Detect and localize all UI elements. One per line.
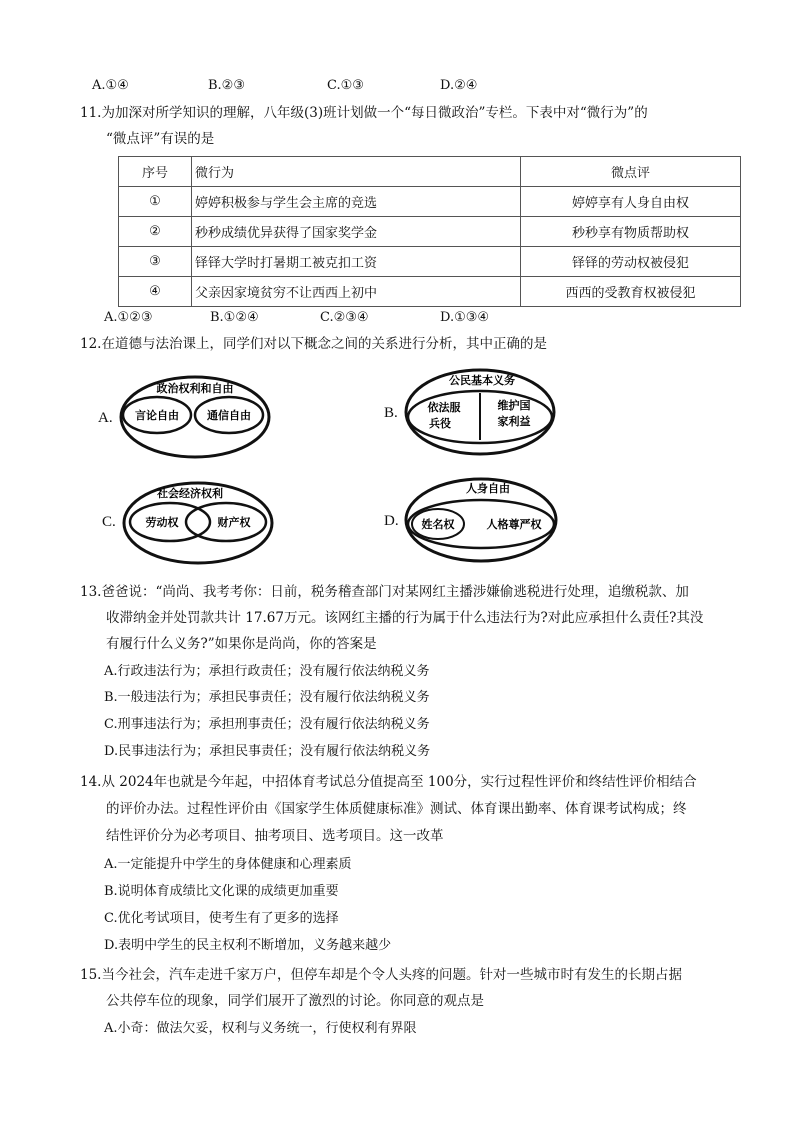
q14-stem-line2: 的评价办法。过程性评价由《国家学生体质健康标准》测试、体育课出勤率、体育课考试构成；终 [106, 801, 687, 817]
q11-stem-line2: “微点评”有误的是 [106, 131, 215, 147]
diagram-c [118, 478, 278, 568]
table-row [119, 187, 741, 217]
q14-option-b: B.说明体育成绩比文化课的成绩更加重要 [104, 884, 339, 899]
diagram-d [400, 474, 562, 566]
table-cell: 婷婷享有人身自由权 [521, 187, 741, 217]
q15-option-a: A.小奇：做法欠妥，权利与义务统一，行使权利有界限 [104, 1021, 417, 1036]
diagram-c-letter: C. [102, 514, 116, 530]
diagram-d-inner-label-1: 姓名权 [421, 518, 455, 531]
q14-stem-line1: 14.从 2024年也就是今年起，中招体育考试总分值提高至 100分，实行过程性评价和终结性评价相结合 [80, 774, 697, 790]
q15-stem-line1: 15.当今社会，汽车走进千家万户，但停车却是个令人头疼的问题。针对一些城市时有发生的长期占据 [80, 967, 682, 983]
q10-option-b: B.②③ [208, 78, 245, 93]
diagram-b-inner-label-1a: 依法服 [427, 401, 461, 414]
table-row [119, 277, 741, 307]
q11-option-b: B.①②④ [210, 310, 259, 325]
q11-option-c: C.②③④ [320, 310, 369, 325]
q13-stem-line2: 收滞纳金并处罚款共计 17.67万元。该网红主播的行为属于什么违法行为?对此应承担什么责任?其没 [106, 610, 704, 626]
q10-option-c: C.①③ [327, 78, 364, 93]
q11-option-a: A.①②③ [104, 310, 153, 325]
table-row [119, 247, 741, 277]
diagram-a-inner-label-2: 通信自由 [207, 409, 251, 422]
table-cell: 铎铎的劳动权被侵犯 [521, 247, 741, 277]
diagram-c-inner-label-2: 财产权 [217, 516, 251, 529]
diagram-d-outer-label: 人身自由 [466, 482, 510, 495]
q14-option-c: C.优化考试项目，使考生有了更多的选择 [104, 911, 339, 926]
diagram-a-outer-label: 政治权利和自由 [156, 382, 234, 395]
q10-option-a: A.①④ [92, 78, 129, 93]
table-header-cell: 微点评 [521, 157, 741, 187]
q11-table [118, 156, 741, 307]
diagram-c-outer-label: 社会经济权利 [157, 487, 223, 500]
table-cell: 秒秒享有物质帮助权 [521, 217, 741, 247]
q13-stem-line1: 13.爸爸说：“尚尚、我考考你：日前，税务稽查部门对某网红主播涉嫌偷逃税进行处理，追缴税款、加 [80, 584, 689, 600]
table-cell: 西西的受教育权被侵犯 [521, 277, 741, 307]
table-cell: ③ [119, 247, 192, 277]
q11-option-d: D.①③④ [440, 310, 490, 325]
table-row [119, 217, 741, 247]
diagram-b-inner-label-2b: 家利益 [497, 415, 531, 428]
q10-option-d: D.②④ [440, 78, 478, 93]
diagram-b-outer-label: 公民基本义务 [449, 374, 515, 387]
table-header-row [119, 157, 741, 187]
diagram-a-inner-label-1: 言论自由 [135, 409, 179, 422]
diagram-d-letter: D. [384, 513, 399, 529]
table-cell: 父亲因家境贫穷不让西西上初中 [192, 277, 521, 307]
q13-stem-line3: 有履行什么义务?”如果你是尚尚，你的答案是 [106, 636, 377, 652]
diagram-a [115, 372, 275, 462]
diagram-b-inner-label-1b: 兵役 [429, 417, 451, 430]
table-cell: ④ [119, 277, 192, 307]
diagram-b [400, 365, 560, 460]
q13-option-c: C.刑事违法行为；承担刑事责任；没有履行依法纳税义务 [104, 717, 430, 732]
diagram-d-inner-label-2: 人格尊严权 [486, 518, 542, 531]
table-cell: 秒秒成绩优异获得了国家奖学金 [192, 217, 521, 247]
table-cell: ① [119, 187, 192, 217]
q14-option-a: A.一定能提升中学生的身体健康和心理素质 [104, 857, 352, 872]
q14-option-d: D.表明中学生的民主权利不断增加，义务越来越少 [104, 938, 392, 953]
q14-stem-line3: 结性评价分为必考项目、抽考项目、选考项目。这一改革 [106, 828, 444, 844]
table-cell: 铎铎大学时打暑期工被克扣工资 [192, 247, 521, 277]
diagram-c-inner-label-1: 劳动权 [145, 516, 179, 529]
q13-option-a: A.行政违法行为；承担行政责任；没有履行依法纳税义务 [104, 664, 430, 679]
q12-stem-line1: 12.在道德与法治课上，同学们对以下概念之间的关系进行分析，其中正确的是 [80, 336, 547, 352]
diagram-b-letter: B. [384, 405, 398, 421]
diagram-b-inner-label-2a: 维护国 [497, 399, 531, 412]
q13-option-d: D.民事违法行为；承担民事责任；没有履行依法纳税义务 [104, 744, 431, 759]
table-cell: ② [119, 217, 192, 247]
q15-stem-line2: 公共停车位的现象，同学们展开了激烈的讨论。你同意的观点是 [106, 993, 484, 1009]
q13-option-b: B.一般违法行为；承担民事责任；没有履行依法纳税义务 [104, 690, 430, 705]
table-header-cell: 序号 [119, 157, 192, 187]
q11-stem-line1: 11.为加深对所学知识的理解，八年级(3)班计划做一个“每日微政治”专栏。下表中对“微行为”的 [80, 105, 648, 121]
table-cell: 婷婷积极参与学生会主席的竞选 [192, 187, 521, 217]
diagram-a-letter: A. [98, 410, 113, 426]
table-header-cell: 微行为 [192, 157, 521, 187]
